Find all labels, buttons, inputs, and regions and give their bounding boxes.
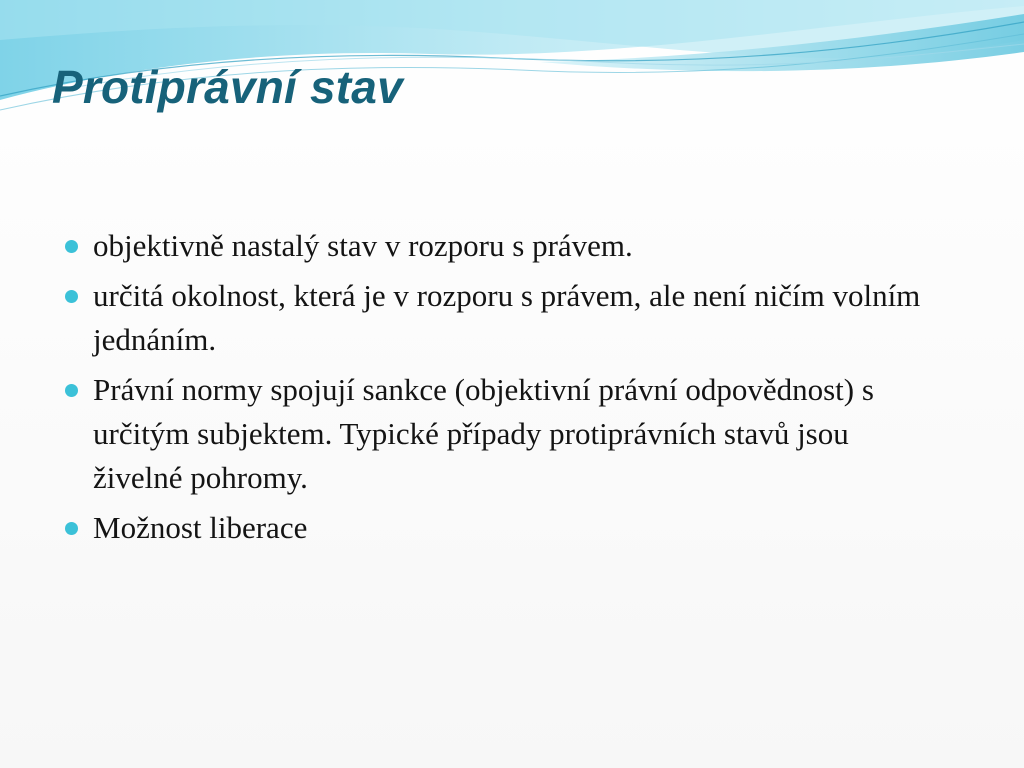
bullet-dot-icon bbox=[65, 522, 78, 535]
list-item bbox=[64, 274, 944, 362]
bullet-dot-icon bbox=[65, 384, 78, 397]
bullet-text: Právní normy spojují sankce (objektivní právní odpovědnost) s určitým subjektem. Typické případy protiprávních stavů jsou živelné pohromy. bbox=[93, 372, 874, 495]
slide-title: Protiprávní stav bbox=[52, 61, 403, 113]
bullet-dot-icon bbox=[65, 290, 78, 303]
list-item bbox=[64, 506, 944, 550]
bullet-dot-icon bbox=[65, 240, 78, 253]
bullet-text: určitá okolnost, která je v rozporu s právem, ale není ničím volním jednáním. bbox=[93, 278, 921, 357]
bullet-list bbox=[64, 224, 944, 556]
list-item bbox=[64, 368, 944, 500]
list-item bbox=[64, 224, 944, 268]
bullet-text: objektivně nastalý stav v rozporu s právem. bbox=[93, 228, 633, 263]
bullet-text: Možnost liberace bbox=[93, 510, 308, 545]
